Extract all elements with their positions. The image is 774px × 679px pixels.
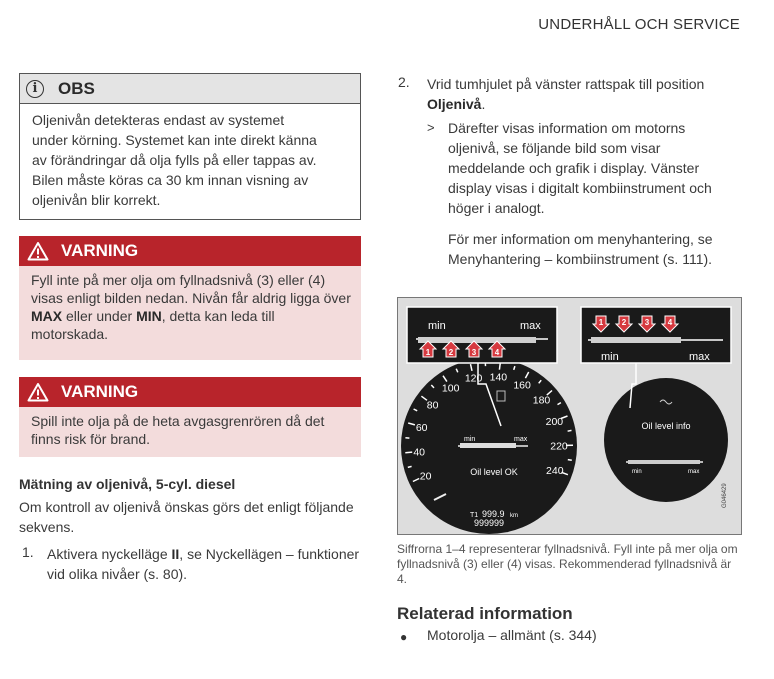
bar-fill — [418, 337, 536, 343]
key-position: II — [171, 546, 180, 562]
warning-header — [19, 236, 361, 266]
level-marker-label: 3 — [471, 348, 477, 357]
speed-tick-label: 20 — [419, 470, 432, 483]
level-marker-label: 2 — [448, 348, 454, 357]
instrument-illustration — [398, 298, 741, 534]
trip-unit: km — [510, 513, 518, 519]
intro-text: Om kontroll av oljenivå önskas görs det enligt följande sekvens. — [19, 499, 354, 535]
warning-text — [19, 266, 361, 343]
warning-triangle-icon — [27, 382, 49, 402]
mini-max-label: max — [514, 436, 528, 443]
step-text — [427, 74, 757, 114]
instrument-figure — [397, 297, 742, 535]
speed-tick-label: 80 — [426, 399, 439, 412]
bar-fill — [591, 337, 681, 343]
step-text-part: . — [481, 96, 486, 112]
bar-max-label: max — [520, 320, 541, 332]
warning-text-part: eller under — [62, 308, 137, 324]
speed-tick-label: 220 — [550, 440, 568, 453]
step-text-part: , se Nyckellägen – funktioner vid olika nivåer (s. 80). — [47, 546, 360, 582]
note-header — [20, 74, 360, 104]
info-icon: i — [26, 80, 44, 98]
level-marker-label: 4 — [667, 318, 673, 327]
section-header: UNDERHÅLL OCH SERVICE — [538, 16, 740, 33]
result-marker: > — [427, 120, 435, 135]
speed-tick — [405, 452, 412, 453]
mini-max-label: max — [688, 469, 700, 475]
related-link[interactable]: Motorolja – allmänt (s. 344) — [427, 627, 597, 643]
note-line: Bilen måste köras ca 30 km innan visning av — [32, 172, 309, 188]
speed-tick-label: 180 — [532, 394, 551, 407]
speed-tick-label: 40 — [413, 446, 426, 459]
more-info-text: För mer information om menyhantering, se Menyhantering – kombiinstrument (s. 111). — [448, 231, 713, 267]
speed-tick — [408, 466, 412, 467]
warning-text: Spill inte olja på de heta avgasgrenrören då det finns risk för brand. — [31, 413, 325, 447]
bar-min-label: min — [428, 320, 446, 332]
figure-code: G046429 — [722, 483, 728, 508]
speed-tick-label: 200 — [545, 416, 564, 428]
min-label: MIN — [136, 308, 162, 324]
step-text — [47, 544, 367, 584]
speed-tick — [568, 430, 572, 431]
note-text — [20, 104, 360, 210]
note-line: Oljenivån detekteras endast av systemet — [32, 112, 285, 128]
bar-max-label: max — [689, 351, 710, 363]
warning-box — [19, 377, 361, 457]
note-line: oljenivån blir korrekt. — [32, 192, 161, 208]
subsection-heading: Mätning av oljenivå, 5-cyl. diesel — [19, 476, 236, 492]
level-marker-label: 1 — [598, 318, 604, 327]
speed-tick — [499, 363, 500, 370]
warning-box — [19, 236, 361, 360]
speed-tick-label: 160 — [513, 379, 531, 392]
analog-instrument-dial — [604, 378, 728, 502]
warning-title: VARNING — [61, 241, 139, 260]
figure-caption: Siffrorna 1–4 representerar fyllnadsnivå. Fyll inte på mer olja om fyllnadsnivå (3) eller (4) visas. Rekommenderad fyllnadsnivå är 4. — [397, 542, 738, 586]
result-text: Därefter visas information om motorns oljenivå, se följande bild som visar meddelande och grafik i display. Vänster display visas i digitalt kombiinstrument och höger i analogt. — [448, 120, 712, 216]
mini-min-label: min — [464, 436, 476, 443]
menu-position: Oljenivå — [427, 96, 482, 112]
note-box — [19, 73, 361, 220]
level-marker-label: 1 — [425, 348, 431, 357]
speed-tick-label: 140 — [489, 371, 508, 384]
status-text-right: Oil level info — [641, 421, 691, 431]
note-line: under körning. Systemet kan inte direkt känna — [32, 132, 317, 148]
warning-header — [19, 377, 361, 407]
speed-tick-label: 240 — [546, 464, 564, 477]
warning-triangle-icon — [27, 241, 49, 261]
bullet-icon: ● — [400, 630, 408, 644]
note-line: av förändringar då olja fylls på eller tappas av. — [32, 152, 317, 168]
step-number: 2. — [398, 74, 410, 90]
trip-value: 999.9 — [482, 509, 505, 519]
warning-title: VARNING — [61, 382, 139, 401]
warning-text-part: , detta kan leda till motorskada. — [31, 308, 275, 342]
speed-tick-label: 120 — [464, 372, 483, 385]
speed-tick-label: 60 — [415, 421, 428, 434]
level-marker-label: 3 — [644, 318, 650, 327]
trip-label: T1 — [470, 512, 479, 519]
max-label: MAX — [31, 308, 63, 324]
step-text-part: Vrid tumhjulet på vänster rattspak till position — [427, 76, 705, 92]
speed-tick-label: 100 — [441, 382, 460, 395]
step-number: 1. — [22, 544, 34, 560]
speed-tick — [568, 460, 572, 461]
level-marker-label: 2 — [621, 318, 627, 327]
level-marker-label: 4 — [494, 348, 500, 357]
mini-min-label: min — [632, 469, 642, 475]
step-text-part: Aktivera nyckelläge — [47, 546, 172, 562]
status-text-left: Oil level OK — [470, 467, 518, 477]
odometer-value: 999999 — [474, 518, 505, 528]
warning-text-part: Fyll inte på mer olja om fyllnadsnivå (3) eller (4) visas enligt bilden nedan. Nivån får aldrig ligga över — [31, 272, 351, 306]
bar-min-label: min — [601, 351, 619, 363]
note-title: OBS — [58, 78, 95, 98]
related-heading: Relaterad information — [397, 604, 573, 623]
